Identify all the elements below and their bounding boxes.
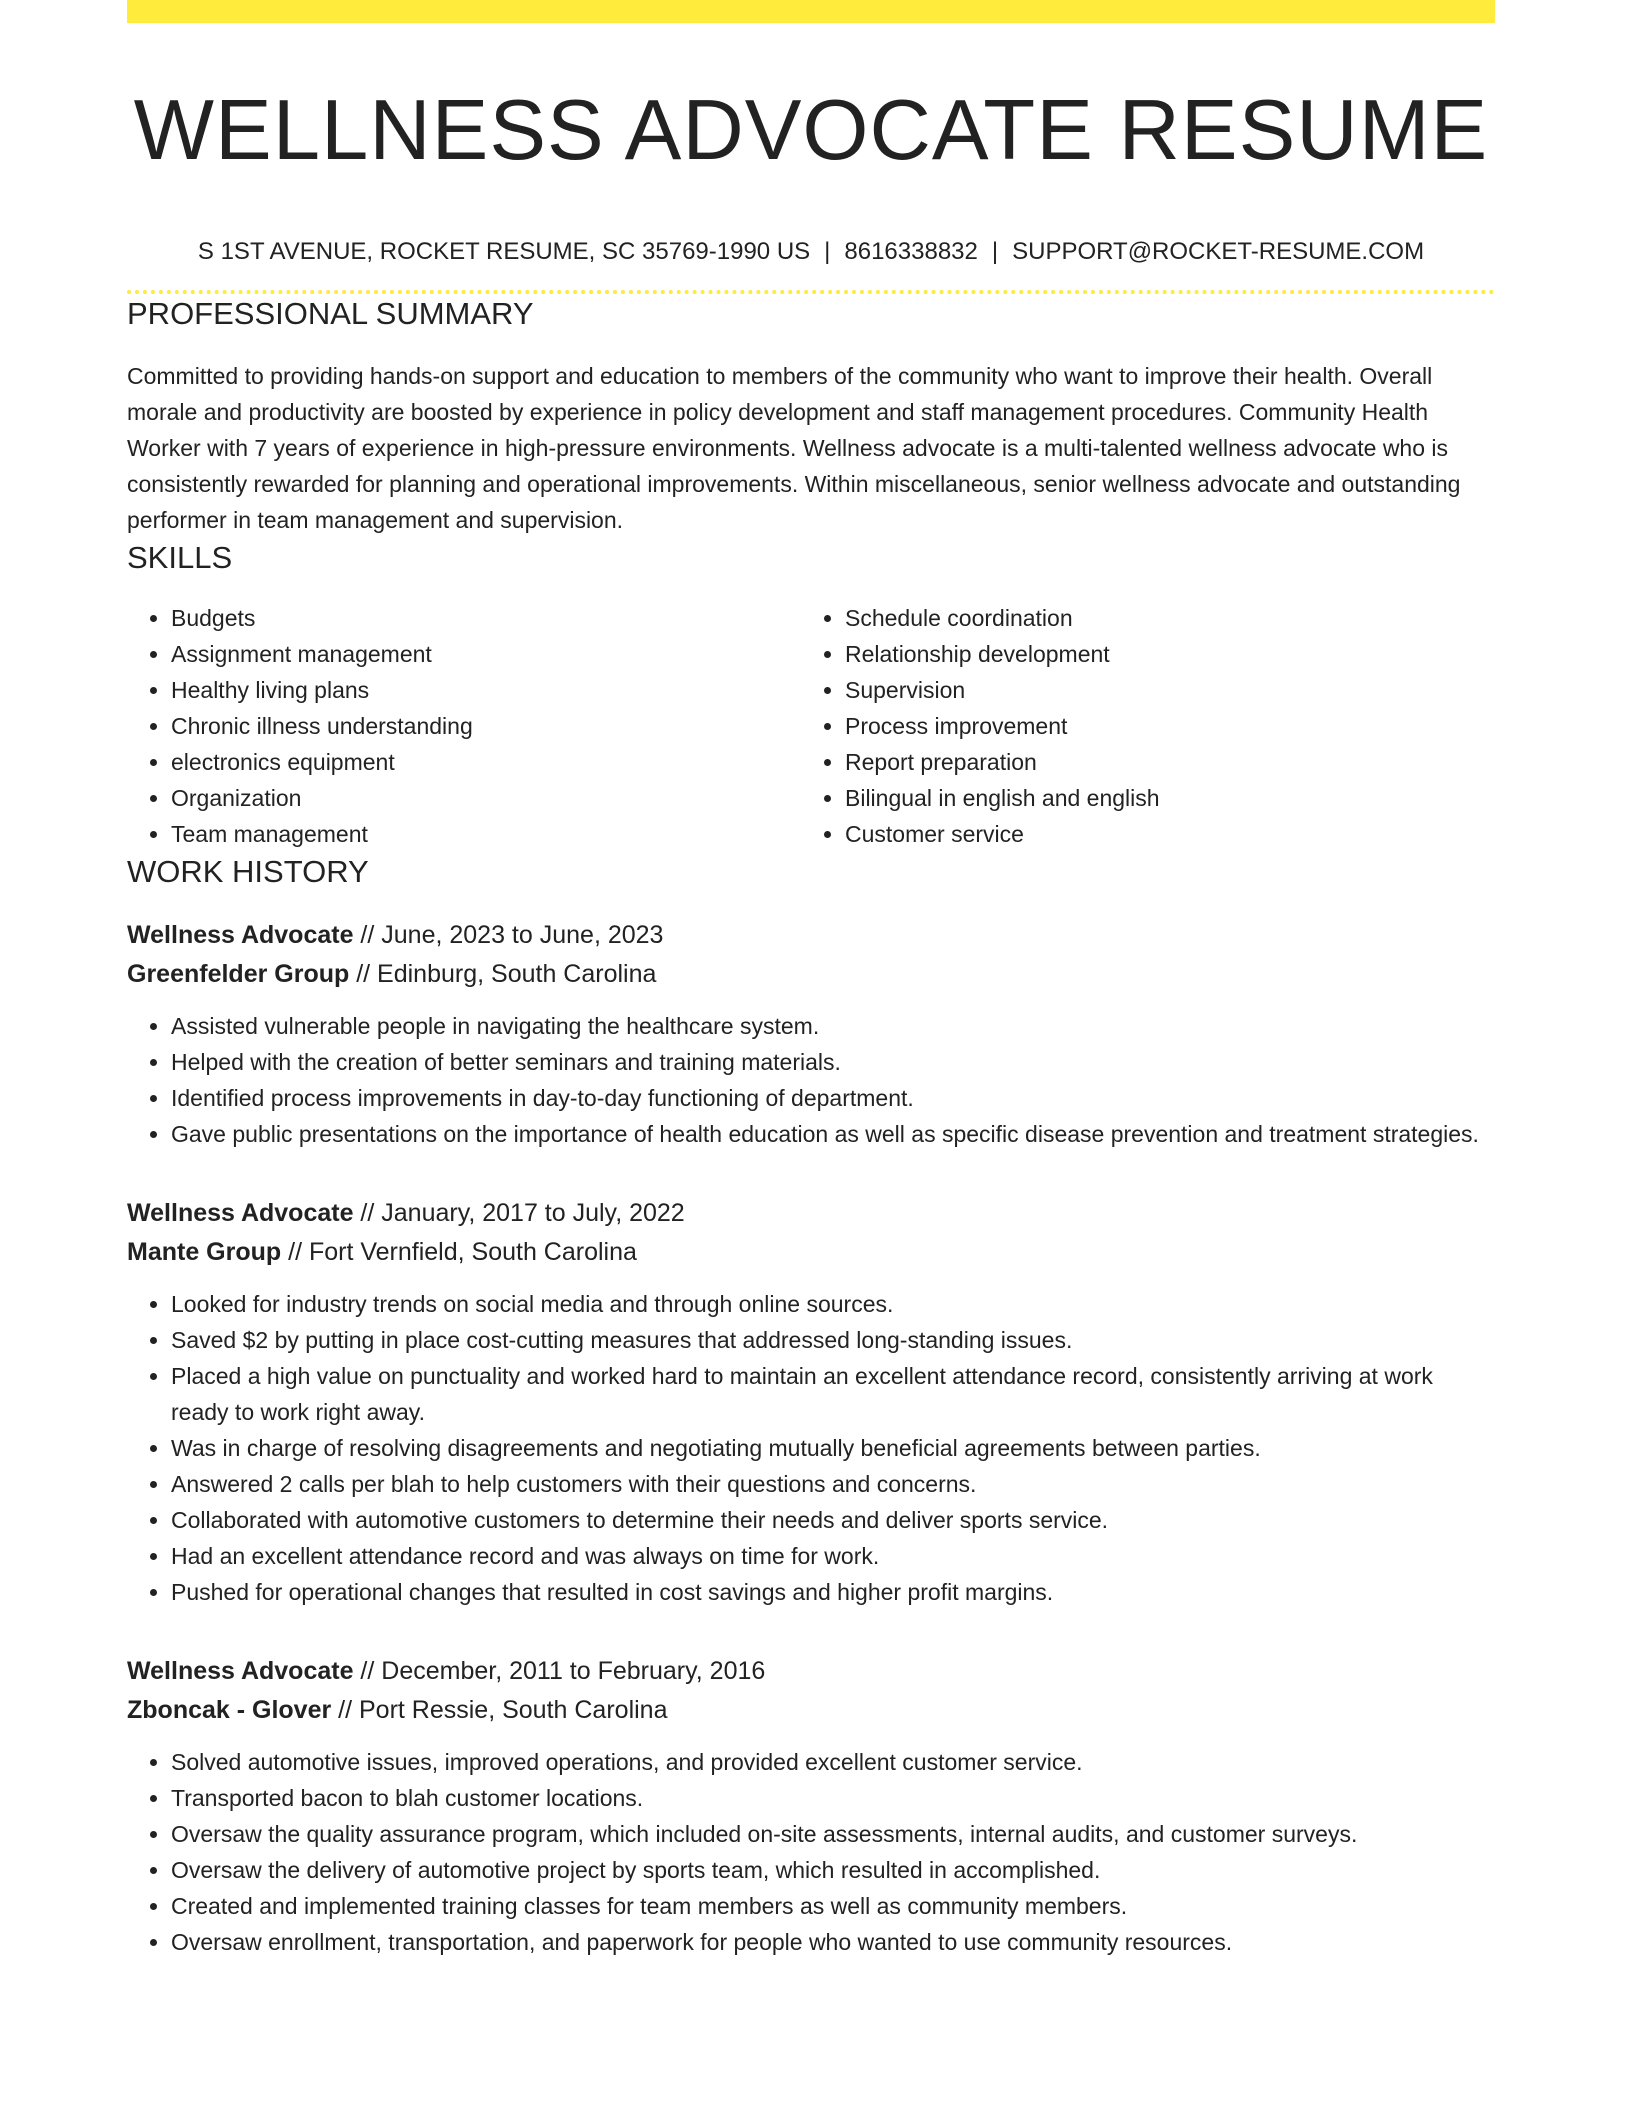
job-bullet: • Transported bacon to blah customer locations. <box>171 1780 1495 1816</box>
skill-item: • Budgets <box>171 600 801 636</box>
skill-item: • Relationship development <box>845 636 1475 672</box>
summary-heading: PROFESSIONAL SUMMARY <box>127 296 534 331</box>
skill-item: • Report preparation <box>845 744 1475 780</box>
job-bullet: • Answered 2 calls per blah to help customers with their questions and concerns. <box>171 1466 1495 1502</box>
job-bullet: • Had an excellent attendance record and was always on time for work. <box>171 1538 1495 1574</box>
skill-item: • Organization <box>171 780 801 816</box>
job-role: Wellness Advocate <box>127 921 354 949</box>
job-entry <box>127 1194 1495 1610</box>
skill-item: • electronics equipment <box>171 744 801 780</box>
skill-item: • Assignment management <box>171 636 801 672</box>
job-bullet: • Saved $2 by putting in place cost-cutting measures that addressed long-standing issues. <box>171 1322 1495 1358</box>
skills-list <box>127 600 1495 852</box>
job-role-line <box>127 1652 1495 1691</box>
skill-item: • Customer service <box>845 816 1475 852</box>
resume-content <box>127 0 1495 1960</box>
job-bullet: • Oversaw enrollment, transportation, and paperwork for people who wanted to use community resources. <box>171 1924 1495 1960</box>
skills-column-left <box>127 600 801 852</box>
contact-separator: | <box>991 238 999 265</box>
job-bullet: • Assisted vulnerable people in navigating the healthcare system. <box>171 1008 1495 1044</box>
job-bullets <box>127 1286 1495 1610</box>
job-bullet: • Helped with the creation of better seminars and training materials. <box>171 1044 1495 1080</box>
skill-item: • Schedule coordination <box>845 600 1475 636</box>
contact-line <box>127 236 1495 268</box>
job-bullet: • Oversaw the delivery of automotive project by sports team, which resulted in accomplished. <box>171 1852 1495 1888</box>
job-entry <box>127 1652 1495 1960</box>
job-bullet: • Identified process improvements in day-to-day functioning of department. <box>171 1080 1495 1116</box>
job-company-line <box>127 1233 1495 1272</box>
job-bullets <box>127 1744 1495 1960</box>
job-company: Zboncak - Glover <box>127 1696 332 1724</box>
skill-item: • Bilingual in english and english <box>845 780 1475 816</box>
job-bullet: • Oversaw the quality assurance program, which included on-site assessments, internal audits, and customer surveys. <box>171 1816 1495 1852</box>
job-role: Wellness Advocate <box>127 1657 354 1685</box>
work-history-heading: WORK HISTORY <box>127 854 369 889</box>
job-dates: // June, 2023 to June, 2023 <box>353 921 664 949</box>
skills-heading: SKILLS <box>127 540 233 575</box>
job-bullet: • Pushed for operational changes that resulted in cost savings and higher profit margins. <box>171 1574 1495 1610</box>
job-location: // Port Ressie, South Carolina <box>331 1696 668 1724</box>
job-location: // Fort Vernfield, South Carolina <box>281 1238 637 1266</box>
summary-text: Committed to providing hands-on support and education to members of the community who want to improve their health. Overall morale and productivity are boosted by experience in policy development and staff management procedures. Community Health Worker with 7 years of experience in high-pressure environments. Wellness advocate is a multi-talented wellness advocate who is consistently rewarded for planning and operational improvements. Within miscellaneous, senior wellness advocate and outstanding performer in team management and supervision. <box>127 363 1461 533</box>
address: S 1ST AVENUE, ROCKET RESUME, SC 35769-1990 US <box>197 238 811 265</box>
job-company: Greenfelder Group <box>127 960 350 988</box>
job-bullet: • Solved automotive issues, improved operations, and provided excellent customer service. <box>171 1744 1495 1780</box>
job-location: // Edinburg, South Carolina <box>349 960 657 988</box>
skills-column-right <box>801 600 1475 852</box>
skill-item: • Process improvement <box>845 708 1475 744</box>
job-company-line <box>127 955 1495 994</box>
skill-item: • Team management <box>171 816 801 852</box>
job-bullet: • Collaborated with automotive customers to determine their needs and deliver sports service. <box>171 1502 1495 1538</box>
skill-item: • Healthy living plans <box>171 672 801 708</box>
job-entry <box>127 916 1495 1152</box>
job-role-line <box>127 916 1495 955</box>
contact-separator: | <box>824 238 831 265</box>
job-company: Mante Group <box>127 1238 282 1266</box>
job-company-line <box>127 1691 1495 1730</box>
phone: 8616338832 <box>844 238 978 265</box>
job-bullet: • Placed a high value on punctuality and worked hard to maintain an excellent attendance record, consistently arriving at work ready to work right away. <box>171 1358 1495 1430</box>
email: SUPPORT@ROCKET-RESUME.COM <box>1012 238 1425 265</box>
job-role-line <box>127 1194 1495 1233</box>
skill-item: • Chronic illness understanding <box>171 708 801 744</box>
job-bullet: • Gave public presentations on the importance of health education as well as specific disease prevention and treatment strategies. <box>171 1116 1495 1152</box>
resume-title: WELLNESS ADVOCATE RESUME <box>133 83 1489 178</box>
job-bullet: • Looked for industry trends on social media and through online sources. <box>171 1286 1495 1322</box>
job-bullet: • Created and implemented training classes for team members as well as community members. <box>171 1888 1495 1924</box>
job-bullet: • Was in charge of resolving disagreements and negotiating mutually beneficial agreements between parties. <box>171 1430 1495 1466</box>
job-role: Wellness Advocate <box>127 1199 354 1227</box>
job-dates: // December, 2011 to February, 2016 <box>353 1657 766 1685</box>
skill-item: • Supervision <box>845 672 1475 708</box>
job-bullets <box>127 1008 1495 1152</box>
job-dates: // January, 2017 to July, 2022 <box>353 1199 685 1227</box>
